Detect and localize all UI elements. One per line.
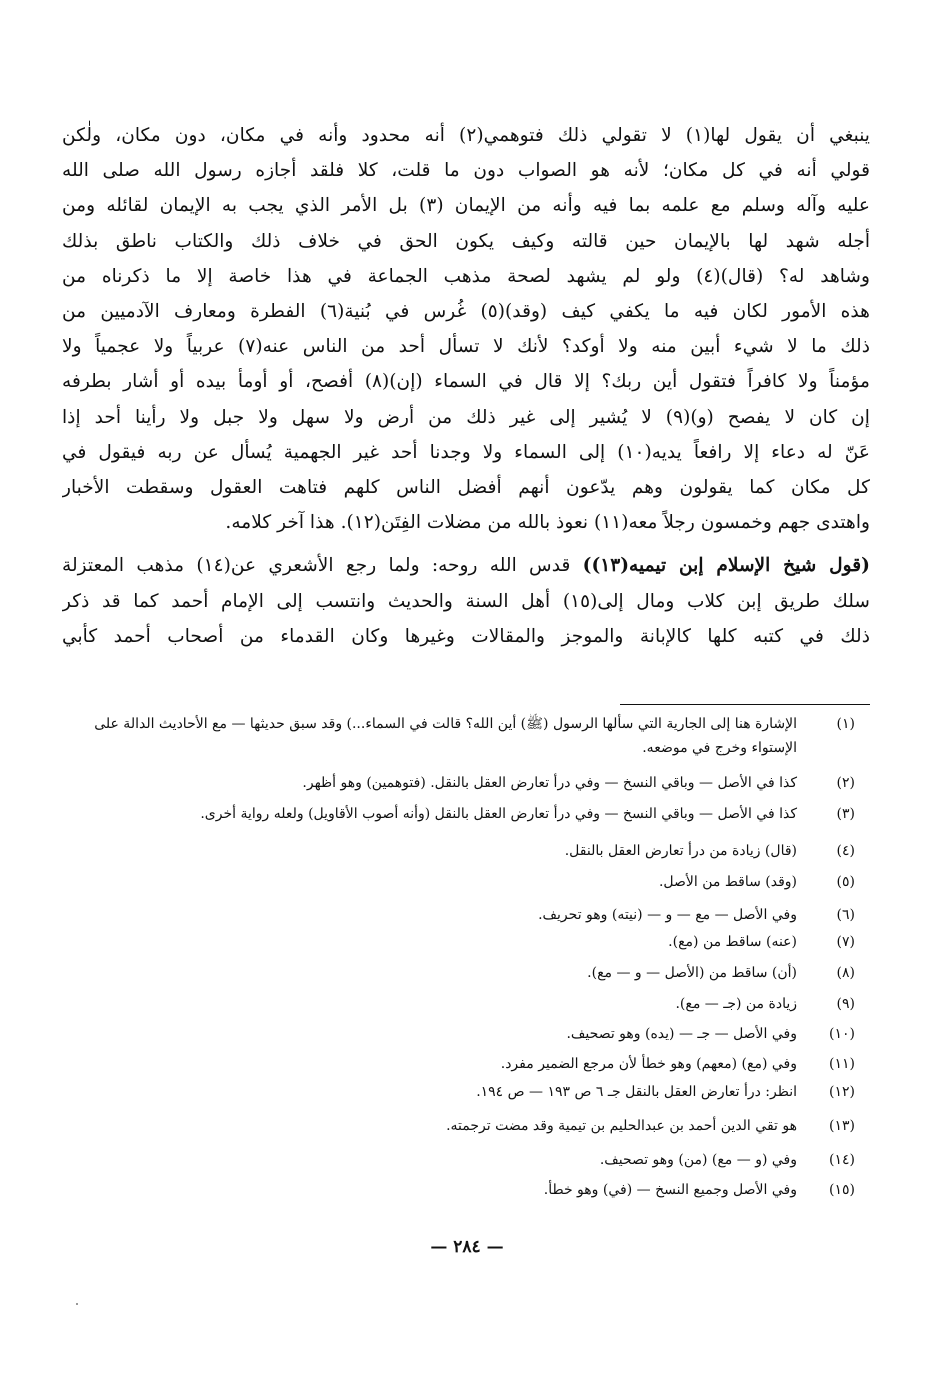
footnote-text: (عنه) ساقط من (مع).: [668, 934, 797, 950]
footnote-text: (وقد) ساقط من الأصل.: [658, 874, 797, 890]
footnote-number: (٨): [836, 965, 855, 981]
footnote-text: هو تقي الدين أحمد بن عبدالحليم بن تيمية وقد مضت ترجمته.: [446, 1118, 797, 1134]
footnote-text: زيادة من (جـ — مع).: [675, 996, 797, 1012]
footnote-number: (١٢): [829, 1084, 855, 1100]
footnote-8: [60, 961, 855, 985]
section-heading: (قول شيخ الإسلام إبن تيميه(١٣)): [582, 555, 870, 577]
paragraph-2: [62, 548, 870, 654]
footnote-text: كذا في الأصل — وباقي النسخ — وفي درأ تعارض العقل بالنقل. (فتوهمين) وهو أظهر.: [302, 775, 797, 791]
footnote-number: (١٥): [829, 1182, 855, 1198]
footnote-number: (١): [836, 716, 855, 732]
footnote-text: (قال) زيادة من درأ تعارض العقل بالنقل.: [564, 843, 797, 859]
footnote-text: الإشارة هنا إلى الجارية التي سألها الرسول (ﷺ) أين الله؟ قالت في السماء...) وقد سبق حديثها — مع الأحاديث الدالة على الإستواء وخرج في موضعه.: [94, 716, 797, 756]
main-text: [62, 118, 870, 654]
footnote-3: [60, 802, 855, 826]
footnote-text: وفي (مع) (معهم) وهو خطأ لأن مرجع الضمير مفرد.: [500, 1056, 797, 1072]
text-line: ذلك في كتبه كلها كالإبانة والموجز والمقالات وغيرها وكان القدماء من أصحاب أحمد كأبي: [62, 625, 870, 647]
text-line: ينبغي أن يقول لها(١) لا تقولي ذلك فتوهمي(٢) أنه محدود وأنه في مكان، دون مكان، ولٰكن: [62, 125, 870, 146]
footnote-15: [60, 1178, 855, 1202]
footnote-text: وفي الأصل — جـ — (يده) وهو تصحيف.: [566, 1026, 797, 1042]
footnote-number: (٢): [836, 775, 855, 791]
text-line: مؤمناً ولا كافراً فتقول أين ربك؟ إلا قال في السماء (إن)(٨) أفصح، أو أومأ بيده أو أشار بطرفه: [62, 371, 870, 393]
paragraph-1: [62, 118, 870, 540]
text-line: سلك طريق إبن كلاب ومال إلى(١٥) أهل السنة والحديث وانتسب إلى الإمام أحمد كما قد ذكر: [62, 590, 870, 612]
footnote-7: [60, 930, 855, 954]
footnote-text: وفي (و — مع) (من) وهو تصحيف.: [599, 1152, 797, 1168]
text-line: أجله شهد لها بالإيمان حين قالته وكيف يكون الحق في خلاف ذلك والكتاب ناطق بذلك: [62, 230, 870, 252]
text-line: وشاهد له؟ (قال)(٤) ولو لم يشهد لصحة مذهب الجماعة في هذا خاصة إلا ما ذكرناه من: [62, 265, 870, 287]
footnote-number: (٦): [836, 907, 855, 923]
text-line: عَنّ له دعاء إلا رافعاً يديه(١٠) إلى السماء ولا وجدنا أحد غير الجهمية يُسأل عن ربه فيقول في: [62, 441, 870, 463]
footnote-text: وفي الأصل وجميع النسخ — (في) وهو خطأ.: [543, 1182, 797, 1198]
page-number: — ٢٨٤ —: [430, 1237, 504, 1257]
footnote-text: (أن) ساقط من (الأصل — و — مع).: [587, 965, 797, 981]
text-line: ذلك ما لا شيء أبين منه ولا أوكد؟ لأنك لا تسأل أحد من الناس عنه(٧) عربياً ولا عجمياً ولا: [62, 336, 870, 358]
text-line: كل مكان كما يقولون وهم يدّعون أنهم أفضل الناس كلهم فتاهت العقول وسقطت الأخبار: [62, 477, 870, 499]
footnote-number: (٣): [836, 806, 855, 822]
text-line: [62, 548, 870, 583]
footnote-text: كذا في الأصل — وباقي النسخ — وفي درأ تعارض العقل بالنقل (وأنه أصوب الأقاويل) ولعله رواية أخرى.: [200, 806, 797, 822]
footnote-number: (٥): [836, 874, 855, 890]
text-line: قولي أنه في كل مكان؛ لأنه هو الصواب دون ما قلت، كلا فلقد أجازه رسول الله صلى الله: [62, 160, 870, 182]
footnote-divider: [620, 704, 870, 705]
footnote-text: وفي الأصل — مع — و — (نيته) وهو تحريف.: [538, 907, 797, 923]
text-line: واهتدى جهم وخمسون رجلاً معه(١١) نعوذ بالله من مضلات الفِتَن(١٢). هذا آخر كلامه.: [225, 512, 870, 534]
text-run: قدس الله روحه: ولما رجع الأشعري عن(١٤) مذهب المعتزلة: [62, 555, 583, 577]
text-line: إن كان لا يفصح (و)(٩) لا يُشير إلى غير ذلك من أرض ولا سهل ولا جبل ولا رأينا أحد إذا: [62, 406, 870, 428]
footnote-10: [60, 1022, 855, 1046]
scan-speck: [76, 1303, 78, 1305]
text-line: هذه الأمور لكان فيه ما يكفي كيف (وقد)(٥) غُرس في بُنية(٦) الفطرة ومعارف الآدميين من: [62, 301, 870, 323]
footnote-number: (٧): [836, 934, 855, 950]
footnote-number: (١٤): [829, 1152, 855, 1168]
text-line: عليه وآله وسلم مع علمه بما فيه وأنه من الإيمان (٣) بل الأمر الذي يجب به الإيمان لقائله ومن: [62, 195, 870, 217]
footnote-5: [60, 870, 855, 894]
footnote-number: (١٣): [829, 1118, 855, 1134]
footnote-9: [60, 992, 855, 1016]
footnote-13: [60, 1114, 855, 1138]
footnote-text: انظر: درأ تعارض العقل بالنقل جـ ٦ ص ١٩٣ — ص ١٩٤.: [476, 1084, 797, 1100]
footnote-number: (٤): [836, 843, 855, 859]
footnote-6: [60, 903, 855, 927]
footnote-number: (١٠): [829, 1026, 855, 1042]
footnote-number: (١١): [829, 1056, 855, 1072]
footnote-11: [60, 1052, 855, 1076]
footnote-14: [60, 1148, 855, 1172]
footnote-4: [60, 839, 855, 863]
footnote-2: [60, 771, 855, 795]
footnote-number: (٩): [836, 996, 855, 1012]
footnote-12: [60, 1080, 855, 1104]
footnote-1: [60, 712, 855, 760]
